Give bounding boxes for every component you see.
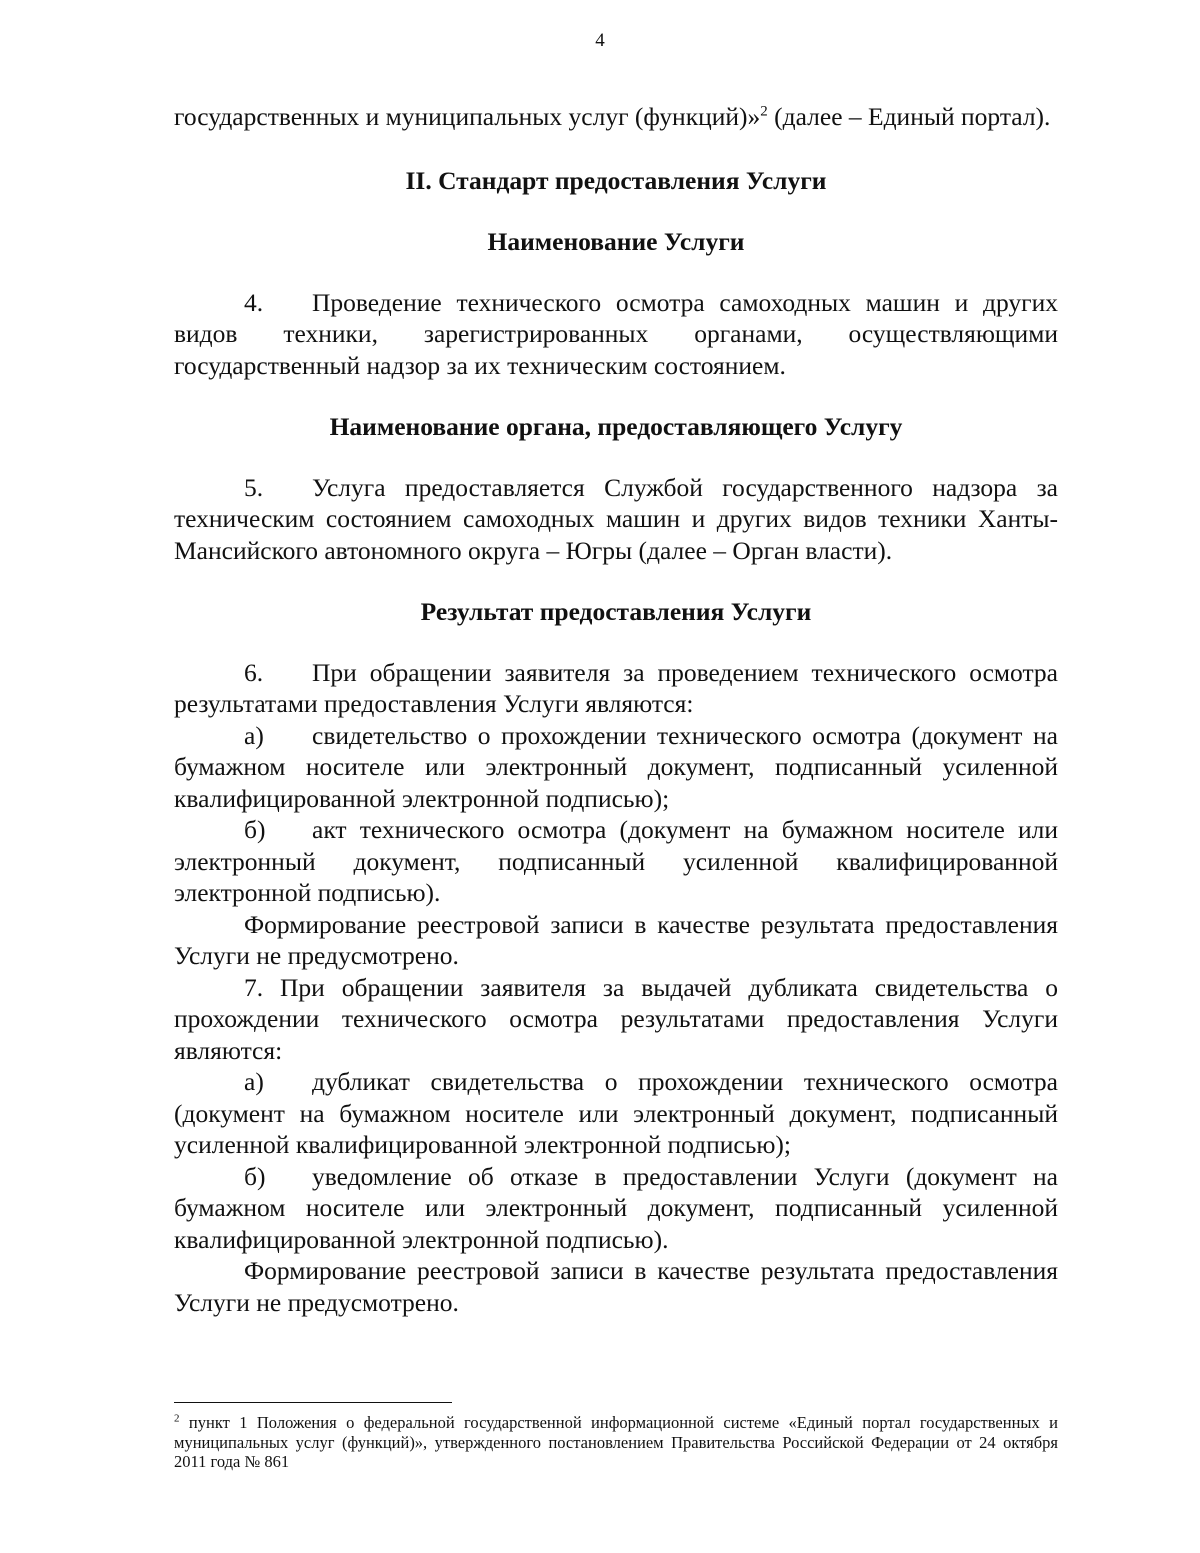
paragraph-6b-text: акт технического осмотра (документ на бумажном носителе или электронный документ, подписанный усиленной квалифицированной электронной подписью).	[174, 815, 1058, 907]
paragraph-7a	[174, 1066, 1058, 1161]
page-number: 4	[595, 30, 605, 51]
paragraph-5	[174, 472, 1058, 567]
paragraph-7: 7. При обращении заявителя за выдачей дубликата свидетельства о прохождении технического осмотра результатами предоставления Услуги являются:	[174, 972, 1058, 1065]
heading-authority-name: Наименование органа, предоставляющего Услугу	[329, 412, 903, 441]
paragraph-5-text: Услуга предоставляется Службой государственного надзора за техническим состоянием самоходных машин и других видов техники Ханты-Мансийского автономного округа – Югры (далее – Орган власти).	[174, 472, 1058, 565]
paragraph-6b-number: б)	[244, 815, 266, 844]
section-title: II. Стандарт предоставления Услуги	[405, 165, 827, 195]
paragraph-6-text: При обращении заявителя за проведением технического осмотра результатами предоставления Услуги являются:	[174, 657, 1058, 718]
paragraph-6b	[174, 814, 1058, 909]
footnote-mark: 2	[174, 1412, 180, 1425]
intro-text: государственных и муниципальных услуг (функций)»	[174, 102, 761, 131]
heading-service-name: Наименование Услуги	[487, 227, 745, 256]
paragraph-7b	[174, 1161, 1058, 1256]
footnote-text: пункт 1 Положения о федеральной государственной информационной системе «Единый портал государственных и муниципальных услуг (функций)», утвержденного постановлением Правительства Российской Федерации от 24 октября 2011 года № 861	[174, 1413, 1058, 1471]
paragraph-7b-number: б)	[244, 1161, 266, 1191]
footnote-separator	[174, 1402, 452, 1403]
footnote	[174, 1413, 1058, 1472]
paragraph-4-number: 4.	[244, 287, 264, 317]
paragraph-6a	[174, 720, 1058, 815]
paragraph-4-text: Проведение технического осмотра самоходных машин и других видов техники, зарегистрированных органами, осуществляющими государственный надзор за их техническим состоянием.	[174, 287, 1058, 380]
footnote-reference[interactable]: 2	[760, 103, 768, 120]
paragraph-7-note: Формирование реестровой записи в качестве результата предоставления Услуги не предусмотрено.	[174, 1256, 1058, 1317]
paragraph-4	[174, 287, 1058, 382]
heading-result: Результат предоставления Услуги	[420, 597, 812, 626]
paragraph-7b-text: уведомление об отказе в предоставлении Услуги (документ на бумажном носителе или электронный документ, подписанный усиленной квалифицированной электронной подписью).	[174, 1161, 1058, 1254]
paragraph-5-number: 5.	[244, 472, 264, 502]
intro-text-after: (далее – Единый портал).	[767, 102, 1051, 131]
paragraph-7a-number: а)	[244, 1067, 264, 1096]
paragraph-6a-text: свидетельство о прохождении технического осмотра (документ на бумажном носителе или электронный документ, подписанный усиленной квалифицированной электронной подписью);	[174, 720, 1058, 813]
paragraph-7a-text: дубликат свидетельства о прохождении технического осмотра (документ на бумажном носителе или электронный документ, подписанный усиленной квалифицированной электронной подписью);	[174, 1067, 1058, 1159]
paragraph-6-note: Формирование реестровой записи в качестве результата предоставления Услуги не предусмотрено.	[174, 909, 1058, 970]
document-body	[174, 101, 1058, 1318]
paragraph-6-number: 6.	[244, 657, 264, 687]
paragraph-6a-number: а)	[244, 720, 264, 750]
intro-paragraph	[174, 101, 1058, 133]
paragraph-6	[174, 657, 1058, 720]
